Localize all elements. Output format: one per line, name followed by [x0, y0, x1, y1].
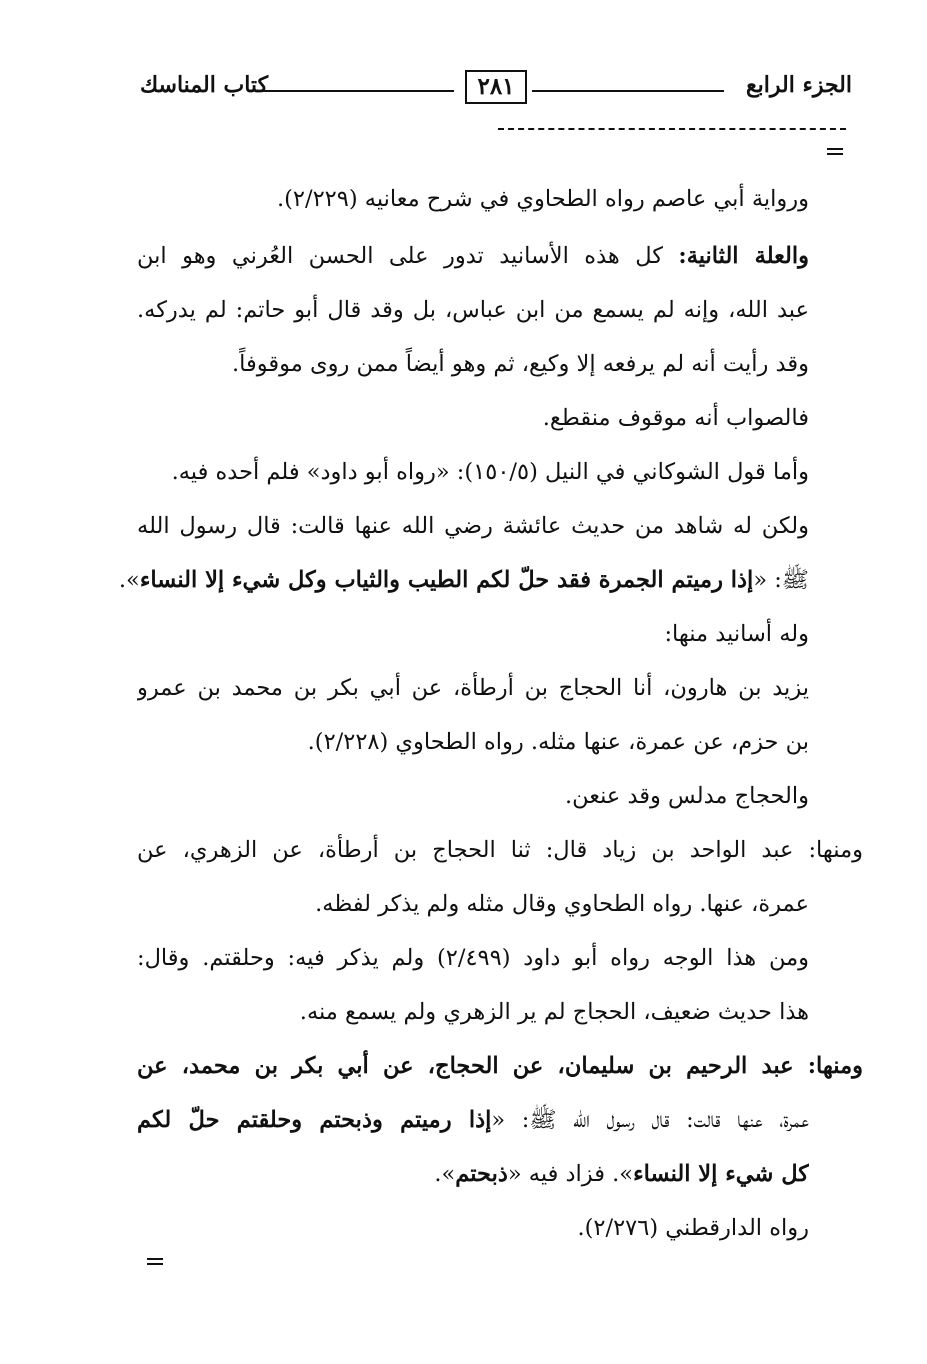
text-line: عمرة، عنها قالت: قال رسول الله ﷺ: «إذا رميتم وذبحتم وحلقتم حلّ لكم — [137, 1107, 809, 1133]
text-line: يزيد بن هارون، أنا الحجاج بن أرطأة، عن أبي بكر بن محمد بن عمرو — [137, 675, 809, 701]
text-line: ﷺ: «إذا رميتم الجمرة فقد حلّ لكم الطيب والثياب وكل شيء إلا النساء». — [119, 567, 809, 593]
text-line: ومنها: عبد الواحد بن زياد قال: ثنا الحجاج بن أرطأة، عن الزهري، عن — [137, 837, 863, 863]
text-line: بن حزم، عن عمرة، عنها مثله. رواه الطحاوي (٢/٢٢٨). — [307, 729, 809, 755]
text-line: عبد الله، وإنه لم يسمع من ابن عباس، بل وقد قال أبو حاتم: لم يدركه. — [137, 297, 809, 323]
continuation-mark-bottom — [147, 1258, 163, 1265]
page-number: ٢٨١ — [465, 70, 527, 104]
text-line: وأما قول الشوكاني في النيل (١٥٠/٥): «رواه أبو داود» فلم أحده فيه. — [171, 459, 809, 485]
text-line: ومنها: عبد الرحيم بن سليمان، عن الحجاج، عن أبي بكر بن محمد، عن — [137, 1053, 863, 1079]
text-line: ولكن له شاهد من حديث عائشة رضي الله عنها قالت: قال رسول الله — [137, 513, 809, 539]
book-title: كتاب المناسك — [140, 72, 269, 98]
text-line: رواه الدارقطني (٢/٢٧٦). — [577, 1215, 809, 1241]
text-line: ورواية أبي عاصم رواه الطحاوي في شرح معانيه (٢/٢٢٩). — [276, 186, 809, 212]
text-line: وله أسانيد منها: — [664, 621, 809, 647]
volume-label: الجزء الرابع — [745, 72, 852, 98]
text-line: هذا حديث ضعيف، الحجاج لم ير الزهري ولم يسمع منه. — [299, 999, 809, 1025]
text-line: وقد رأيت أنه لم يرفعه إلا وكيع، ثم وهو أيضاً ممن روى موقوفاً. — [232, 351, 809, 377]
text-line: عمرة، عنها. رواه الطحاوي وقال مثله ولم يذكر لفظه. — [315, 891, 809, 917]
text-line: والحجاج مدلس وقد عنعن. — [564, 783, 809, 809]
text-line: والعلة الثانية: كل هذه الأسانيد تدور على الحسن العُرني وهو ابن — [137, 243, 809, 269]
text-line: ومن هذا الوجه رواه أبو داود (٢/٤٩٩) ولم يذكر فيه: وحلقتم. وقال: — [137, 945, 809, 971]
text-line: فالصواب أنه موقوف منقطع. — [542, 405, 809, 431]
text-line: كل شيء إلا النساء». فزاد فيه «ذبحتم». — [434, 1161, 809, 1187]
